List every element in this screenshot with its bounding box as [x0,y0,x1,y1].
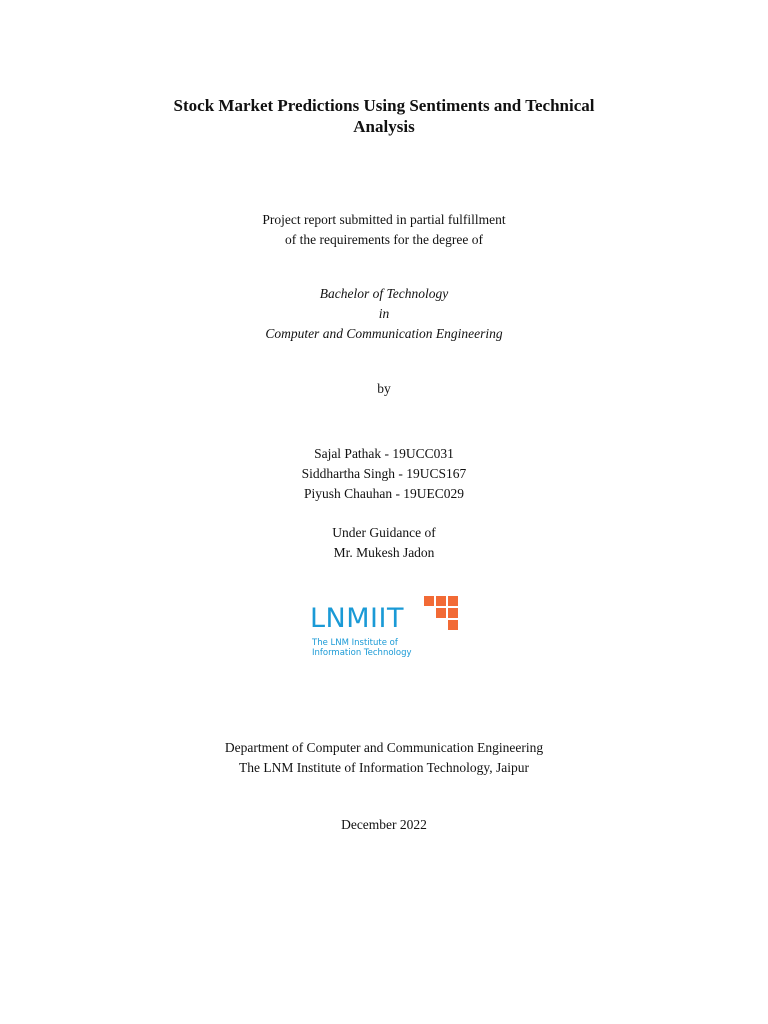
degree-block [0,284,768,344]
guide-name: Mr. Mukesh Jadon [333,545,435,560]
guidance-block [0,523,768,563]
department-block [0,738,768,778]
logo-square [436,608,446,618]
submission-date: December 2022 [341,817,427,832]
author-item: Siddhartha Singh - 19UCS167 [301,466,467,481]
submission-line-2: of the requirements for the degree of [285,232,483,247]
report-title [0,95,768,137]
submission-statement [0,210,768,250]
author-item: Piyush Chauhan - 19UEC029 [303,486,465,501]
submission-line-1: Project report submitted in partial fulfillment [262,212,506,227]
guidance-label: Under Guidance of [332,525,436,540]
lnmiit-logo [310,594,460,664]
logo-square [448,608,458,618]
department-name: Department of Computer and Communication Engineering [224,740,544,755]
institute-name: The LNM Institute of Information Technology, Jaipur [239,760,529,775]
logo-tagline-line-1: The LNM Institute of [312,638,398,648]
logo-square [448,596,458,606]
logo-square [424,596,434,606]
logo-tagline [312,638,412,658]
report-title-line-1: Stock Market Predictions Using Sentiments and Technical [173,96,595,115]
logo-square [436,596,446,606]
degree-connector: in [378,306,390,321]
author-item: Sajal Pathak - 19UCC031 [314,446,454,461]
logo-wordmark: LNMIIT [310,603,404,634]
logo-square [448,620,458,630]
by-label: by [377,381,391,396]
logo-squares-icon [424,596,458,630]
report-title-line-2: Analysis [353,117,415,136]
degree-name: Bachelor of Technology [319,286,449,301]
degree-branch: Computer and Communication Engineering [265,326,503,341]
author-list [0,444,768,504]
logo-tagline-line-2: Information Technology [312,648,412,658]
